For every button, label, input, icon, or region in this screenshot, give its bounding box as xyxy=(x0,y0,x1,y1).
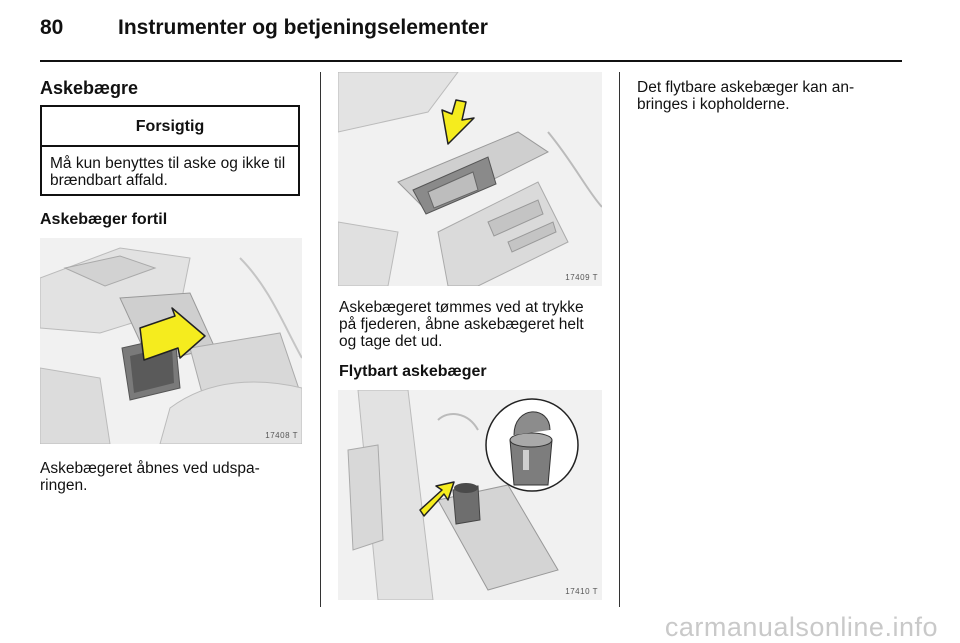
empty-ashtray-caption: Askebægeret tømmes ved at trykke på fjederen, åbne askebægeret helt og tage det ud. xyxy=(339,299,584,350)
watermark: carmanualsonline.info xyxy=(664,612,938,642)
caution-text: Må kun benyttes til aske og ikke til brændbart affald. xyxy=(50,155,286,189)
front-figure-code: 17408 T xyxy=(265,431,298,440)
page-header-title: Instrumenter og betjeningselementer xyxy=(118,16,488,39)
front-ashtray-figure xyxy=(40,238,302,444)
page-number: 80 xyxy=(40,16,64,39)
section-title: Askebægre xyxy=(40,78,139,98)
portable-ashtray-text: Det flytbare askebæger kan an- bringes i kopholderne. xyxy=(637,79,855,113)
header-rule xyxy=(40,60,902,62)
column-divider-right xyxy=(619,72,620,607)
empty-figure-code: 17409 T xyxy=(565,273,598,282)
front-ashtray-caption: Askebægeret åbnes ved udspa- ringen. xyxy=(40,460,260,494)
column-divider-left xyxy=(320,72,321,607)
portable-ashtray-figure xyxy=(338,390,602,600)
empty-ashtray-figure xyxy=(338,72,602,286)
front-ashtray-subtitle: Askebæger fortil xyxy=(40,211,168,228)
caution-box xyxy=(40,105,300,196)
portable-ashtray-subtitle: Flytbart askebæger xyxy=(339,363,487,380)
portable-figure-code: 17410 T xyxy=(565,587,598,596)
caution-heading: Forsigtig xyxy=(42,107,298,147)
